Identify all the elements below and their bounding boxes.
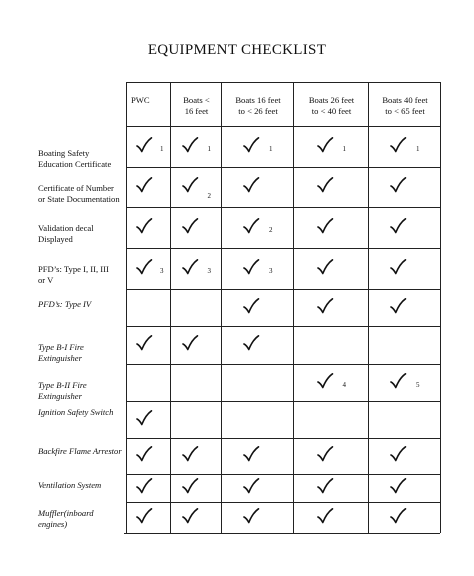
grid-column-line <box>368 82 369 533</box>
footnote-marker: 2 <box>207 192 211 200</box>
check-mark-icon <box>389 372 407 390</box>
check-mark-icon <box>389 258 407 276</box>
column-header-line: PWC <box>131 95 150 105</box>
check-mark-icon <box>242 445 260 463</box>
check-mark-icon <box>181 176 199 194</box>
check-mark-icon <box>242 477 260 495</box>
check-mark-icon <box>135 445 153 463</box>
check-mark-icon <box>316 372 334 390</box>
row-label-line: Education Certificate <box>38 158 112 169</box>
row-label-line: or State Documentation <box>38 193 120 204</box>
check-mark-icon <box>242 258 260 276</box>
column-header <box>131 95 167 106</box>
grid-row-line <box>126 326 440 327</box>
column-header-line: Boats < <box>183 95 210 105</box>
row-label-line: Type B-I Fire <box>38 342 84 352</box>
grid-column-line <box>221 82 222 533</box>
grid-column-line <box>126 82 127 533</box>
column-header-line: 16 feet <box>184 105 209 116</box>
row-label <box>38 407 124 418</box>
row-label-line: Boating Safety <box>38 148 90 158</box>
grid-row-line <box>126 167 440 168</box>
check-mark-icon <box>135 334 153 352</box>
column-header-line: Boats 26 feet <box>308 95 355 105</box>
row-label <box>38 183 124 204</box>
check-mark-icon <box>389 507 407 525</box>
row-label-line: Ventilation System <box>38 480 102 490</box>
check-mark-icon <box>135 477 153 495</box>
check-mark-icon <box>389 217 407 235</box>
footnote-marker: 1 <box>207 144 211 153</box>
grid-column-line <box>440 82 441 533</box>
column-header <box>175 95 218 116</box>
column-header-line: Boats 40 feet <box>382 95 428 105</box>
row-label-line: Displayed <box>38 233 73 244</box>
check-mark-icon <box>242 217 260 235</box>
grid-column-line <box>170 82 171 533</box>
check-mark-icon <box>135 409 153 427</box>
column-header <box>373 95 437 116</box>
check-mark-icon <box>181 445 199 463</box>
row-label <box>38 223 124 244</box>
column-header-line: to < 26 feet <box>238 105 278 116</box>
check-mark-icon <box>316 445 334 463</box>
footnote-marker: 1 <box>416 144 420 153</box>
grid-row-line <box>126 438 440 439</box>
grid-row-line <box>124 533 440 534</box>
check-mark-icon <box>242 176 260 194</box>
check-mark-icon <box>389 176 407 194</box>
row-label <box>38 508 124 529</box>
grid-row-line <box>126 248 440 249</box>
grid-row-line <box>126 82 440 83</box>
page-title: EQUIPMENT CHECKLIST <box>147 42 327 58</box>
footnote-marker: 3 <box>269 266 273 275</box>
check-mark-icon <box>316 136 334 154</box>
footnote-marker: 1 <box>342 144 346 153</box>
column-header <box>298 95 365 116</box>
row-label-line: Certificate of Number <box>38 183 114 193</box>
column-header-line: Boats 16 feet <box>235 95 281 105</box>
check-mark-icon <box>181 258 199 276</box>
check-mark-icon <box>135 258 153 276</box>
check-mark-icon <box>389 445 407 463</box>
check-mark-icon <box>316 297 334 315</box>
check-mark-icon <box>242 297 260 315</box>
column-header-line: to < 40 feet <box>311 105 352 116</box>
row-label <box>38 446 124 457</box>
footnote-marker: 2 <box>269 225 273 234</box>
row-label-line: Extinguisher <box>38 390 82 401</box>
check-mark-icon <box>242 507 260 525</box>
row-label-line: Ignition Safety Switch <box>38 407 114 417</box>
row-label <box>38 380 124 401</box>
check-mark-icon <box>135 176 153 194</box>
check-mark-icon <box>316 507 334 525</box>
row-label-line: Backfire Flame Arrestor <box>38 446 122 456</box>
check-mark-icon <box>181 217 199 235</box>
check-mark-icon <box>181 136 199 154</box>
grid-row-line <box>126 401 440 402</box>
grid-column-line <box>293 82 294 533</box>
grid-row-line <box>126 364 440 365</box>
grid-row-line <box>126 474 440 475</box>
check-mark-icon <box>389 297 407 315</box>
check-mark-icon <box>389 477 407 495</box>
check-mark-icon <box>389 136 407 154</box>
row-label <box>38 148 124 169</box>
check-mark-icon <box>135 217 153 235</box>
footnote-marker: 4 <box>342 380 346 389</box>
row-label-line: PFD’s: Type I, II, III <box>38 264 109 274</box>
check-mark-icon <box>316 176 334 194</box>
footnote-marker: 1 <box>269 144 273 153</box>
footnote-marker: 5 <box>416 380 420 389</box>
row-label-line: Validation decal <box>38 223 94 233</box>
check-mark-icon <box>181 334 199 352</box>
check-mark-icon <box>181 477 199 495</box>
footnote-marker: 1 <box>160 144 164 153</box>
row-label-line: or V <box>38 274 54 285</box>
row-label <box>38 342 124 363</box>
footnote-marker: 3 <box>207 266 211 275</box>
row-label <box>38 264 124 285</box>
grid-row-line <box>126 126 440 127</box>
row-label-line: Extinguisher <box>38 352 82 363</box>
row-label-line: PFD’s: Type IV <box>38 299 92 309</box>
check-mark-icon <box>316 258 334 276</box>
grid-row-line <box>126 289 440 290</box>
column-header-line: to < 65 feet <box>385 105 425 116</box>
check-mark-icon <box>181 507 199 525</box>
check-mark-icon <box>135 136 153 154</box>
row-label-line: Type B-II Fire <box>38 380 87 390</box>
grid-row-line <box>126 502 440 503</box>
check-mark-icon <box>316 477 334 495</box>
footnote-marker: 3 <box>160 266 164 275</box>
grid-row-line <box>126 207 440 208</box>
row-label-line: Muffler(inboard engines) <box>38 508 94 529</box>
check-mark-icon <box>242 136 260 154</box>
column-header <box>226 95 290 116</box>
row-label <box>38 480 124 491</box>
row-label <box>38 299 124 310</box>
check-mark-icon <box>242 334 260 352</box>
check-mark-icon <box>135 507 153 525</box>
check-mark-icon <box>316 217 334 235</box>
